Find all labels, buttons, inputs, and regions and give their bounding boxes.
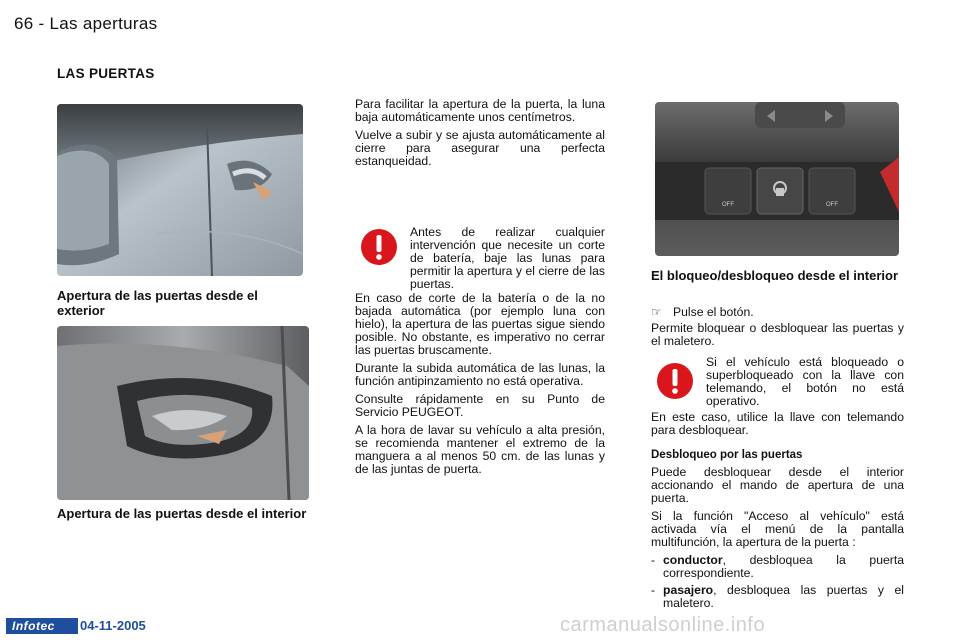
svg-text:OFF: OFF bbox=[826, 202, 838, 208]
watermark: carmanualsonline.info bbox=[560, 614, 766, 636]
warning-text-superlock: Si el vehículo está bloqueado o superbloqueado con la llave con telemando, el botón no está operativo. bbox=[706, 355, 904, 408]
bullet-text: Pulse el botón. bbox=[673, 305, 754, 319]
warning-icon bbox=[360, 228, 398, 266]
right-p1: Permite bloquear o desbloquear las puertas y el maletero. bbox=[651, 321, 904, 348]
lock-button-photo bbox=[655, 102, 899, 256]
exterior-handle-photo bbox=[57, 104, 303, 276]
list-item-rest: , desbloquea las puertas y el maletero. bbox=[663, 583, 904, 610]
infotec-logo: Infotec bbox=[6, 618, 78, 634]
list-item-bold: conductor bbox=[663, 553, 723, 567]
svg-text:OFF: OFF bbox=[722, 202, 734, 208]
right-body bbox=[651, 466, 904, 610]
middle-intro bbox=[355, 98, 605, 173]
unlock-subheading: Desbloqueo por las puertas bbox=[651, 449, 803, 461]
paragraph: Si la función "Acceso al vehículo" está activada vía el menú de la pantalla multifunción, la apertura de la puerta : bbox=[651, 509, 904, 549]
list-item-rest: , desbloquea la puerta correspondiente. bbox=[663, 553, 904, 580]
paragraph: Durante la subida automática de las lunas, la función antipinzamiento no está operativa. bbox=[355, 361, 605, 388]
lock-heading: El bloqueo/desbloqueo desde el interior bbox=[651, 268, 899, 283]
paragraph: En caso de corte de la batería o de la no bajada automática (por ejemplo luna con hielo), la apertura de las puertas sigue siendo posible. No obstante, es imperativo no cerrar las puertas bruscamente. bbox=[355, 291, 605, 357]
middle-body bbox=[355, 292, 605, 481]
paragraph: Puede desbloquear desde el interior accionando el mando de apertura de una puerta. bbox=[651, 465, 904, 505]
warning-text-battery: Antes de realizar cualquier intervención que necesite un corte de batería, baje las lunas para permitir la apertura y el cierre de las puertas. bbox=[410, 225, 605, 291]
list-item bbox=[651, 584, 904, 610]
interior-handle-photo bbox=[57, 326, 309, 500]
page-header bbox=[14, 14, 157, 34]
pointing-hand-icon: ☞ bbox=[651, 305, 662, 319]
list-item-bold: pasajero bbox=[663, 583, 714, 597]
paragraph: Vuelve a subir y se ajusta automáticamente al cierre para asegurar una perfecta estanqueidad. bbox=[355, 128, 605, 168]
paragraph: A la hora de lavar su vehículo a alta presión, se recomienda mantener el extremo de la manguera a al menos 50 cm. de las lunas y de las juntas de puerta. bbox=[355, 423, 605, 476]
footer-date: 04-11-2005 bbox=[80, 618, 146, 633]
bullet-press-button bbox=[651, 306, 901, 319]
page-number: 66 bbox=[14, 14, 34, 33]
list-item bbox=[651, 554, 904, 580]
list-dash: - bbox=[651, 553, 656, 567]
caption-exterior: Apertura de las puertas desde el exterior bbox=[57, 288, 258, 318]
header-separator: - bbox=[38, 14, 45, 33]
section-title: LAS PUERTAS bbox=[57, 66, 155, 81]
paragraph: Para facilitar la apertura de la puerta, la luna baja automáticamente unos centímetros. bbox=[355, 97, 605, 124]
right-p2: En este caso, utilice la llave con telemando para desbloquear. bbox=[651, 410, 904, 437]
chapter-title: Las aperturas bbox=[49, 14, 158, 33]
list-item-text bbox=[663, 584, 904, 610]
paragraph: Consulte rápidamente en su Punto de Servicio PEUGEOT. bbox=[355, 392, 605, 419]
warning-icon bbox=[656, 362, 694, 400]
list-dash: - bbox=[651, 583, 656, 597]
caption-interior: Apertura de las puertas desde el interior bbox=[57, 506, 307, 521]
list-item-text bbox=[663, 554, 904, 580]
